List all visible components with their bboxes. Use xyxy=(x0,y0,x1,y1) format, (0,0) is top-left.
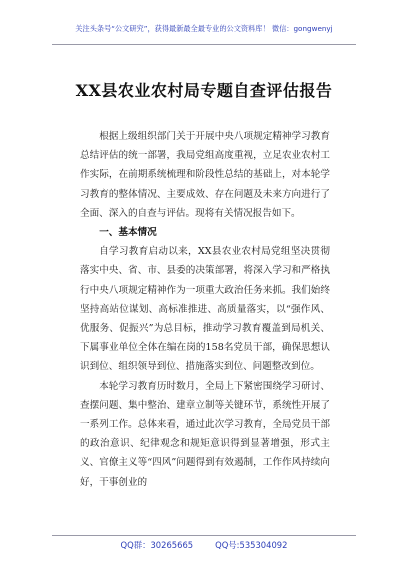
header-note: 关注头条号“公文研究”，获得最新最全最专业的公文资料库！ 微信：gongwenyj xyxy=(75,24,333,33)
body-paragraph-1: 自学习教育启动以来，XX县农业农村局党组坚决贯彻落实中央、省、市、县委的决策部署，将深入学习和严格执行中央八项规定精神作为一项重大政治任务来抓。我们始终坚持高站位谋划、高标准推进、高质量落实，以“强作风、优服务、促振兴”为总目标，推动学习教育覆盖到局机关、下属事业单位全体在编在岗的158名党员干部，确保思想认识到位、组织领导到位、措施落实到位、问题整改到位。 xyxy=(80,246,330,373)
intro-paragraph: 根据上级组织部门关于开展中央八项规定精神学习教育总结评估的统一部署，我局党组高度重视，立足农业农村工作实际，在前期系统梳理和阶段性总结的基础上，对本轮学习教育的整体情况、主要成效、存在问题及未来方向进行了全面、深入的自查与评估。现将有关情况报告如下。 xyxy=(80,131,330,219)
footer-divider xyxy=(52,535,356,536)
header-divider xyxy=(52,44,356,45)
body-paragraph-2: 本轮学习教育历时数月，全局上下紧密围绕学习研讨、查摆问题、集中整治、建章立制等关键环节，系统性开展了一系列工作。总体来看，通过此次学习教育，全局党员干部的政治意识、纪律观念和规矩意识得到显著增强，形式主义、官僚主义等“四风”问题得到有效遏制，工作作风持续向好，干事创业的 xyxy=(80,380,330,488)
document-body xyxy=(80,127,330,492)
qq-group-number: QQ群：30265665 xyxy=(120,540,194,550)
section-heading-basic: 一、基本情况 xyxy=(99,227,157,239)
qq-account-number: QQ号:535304092 xyxy=(215,540,288,550)
footer-contact xyxy=(0,539,408,551)
document-title: XX县农业农村局专题自查评估报告 xyxy=(75,81,333,100)
